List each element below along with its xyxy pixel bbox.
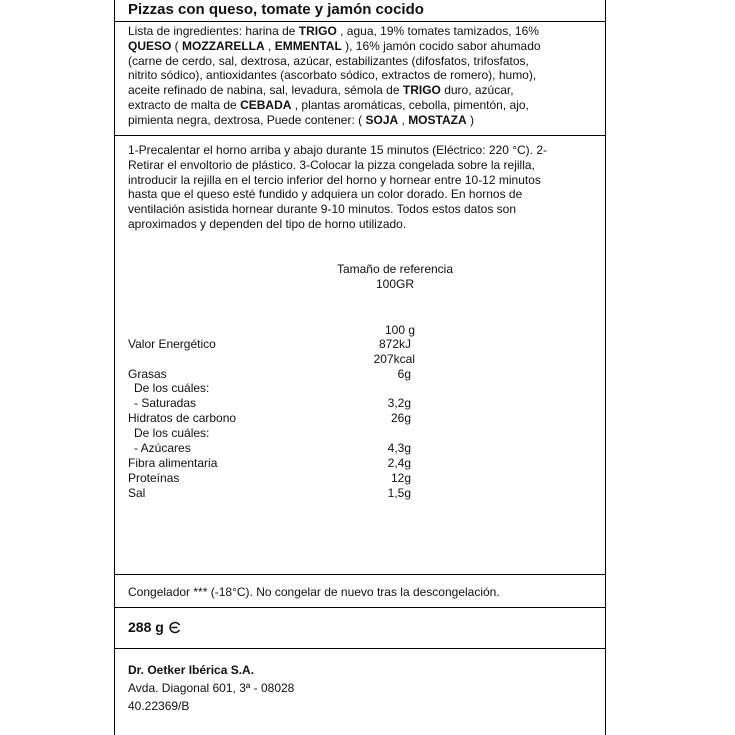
nutrition-label-fat: Grasas [128,367,167,381]
ingredient-text: , plantas aromáticas, cebolla, pimentón, ajo, [291,97,529,112]
company-address: Avda. Diagonal 601, 3ª - 08028 [128,681,295,695]
ingredients-line [128,113,541,128]
storage-instructions: Congelador *** (-18°C). No congelar de nuevo tras la descongelación. [128,585,500,599]
protein-value: 12g [390,471,411,485]
ingredients-line [128,98,541,113]
ingredient-text: Lista de ingredientes: harina de [128,24,299,38]
nutrition-label-protein: Proteínas [128,471,180,485]
company-name: Dr. Oetker Ibérica S.A. [128,663,255,677]
ingredient-text: (carne de cerdo, sal, dextrosa, azúcar, estabilizantes (difosfatos, trifosfatos, [128,53,529,68]
ingredients-line [128,54,541,69]
nutrition-label-carbohydrates: Hidratos de carbono [128,411,237,425]
energy-kj: 872kJ [378,337,411,351]
instruction-line: ventilación asistida hornear durante 9-10 minutos. Todos estos datos son [128,202,517,217]
fibre-value: 2,4g [387,456,411,470]
allergen-text: CEBADA [240,97,292,112]
saturates-value: 3,2g [387,396,411,410]
net-weight-value: 288 g [128,619,164,635]
allergen-text: EMMENTAL [274,38,342,53]
ingredients-line [128,83,541,98]
ingredient-text: , [398,112,409,127]
allergen-text: TRIGO [298,24,337,38]
ingredient-text: pimienta negra, dextrosa, Puede contener: ( [128,112,366,127]
ingredients-line [128,39,541,54]
instruction-line: aproximados y dependen del tipo de horno utilizado. [128,216,407,231]
estimated-sign-icon [168,621,181,634]
nutrition-label-energy: Valor Energético [128,337,216,351]
instruction-line: Retirar el envoltorio de plástico. 3-Colocar la pizza congelada sobre la rejilla, [128,157,535,172]
ingredient-text: nitrito sódico), antioxidantes (ascorbato sódico, extractos de romero), humo), [128,68,537,83]
fat-value: 6g [397,367,411,381]
reference-size-value: 100GR [375,277,415,291]
weight-divider [114,648,605,649]
per-100g-header: 100 g [384,323,415,337]
ingredient-text: duro, azúcar, [440,83,514,98]
ingredient-text: , agua, 19% tomates tamizados, 16% [336,24,539,38]
nutrition-label-saturates: - Saturadas [134,396,197,410]
product-title: Pizzas con queso, tomate y jamón cocido [128,1,424,18]
ingredient-text: , [264,38,275,53]
salt-value: 1,5g [387,486,411,500]
allergen-text: QUESO [128,38,172,53]
nutrition-divider [114,574,605,575]
reference-size-label: Tamaño de referencia [336,262,454,276]
nutrition-label-of-which: De los cuáles: [134,381,210,395]
allergen-text: MOSTAZA [408,112,467,127]
ingredient-text: ), 16% jamón cocido sabor ahumado [341,38,541,53]
allergen-text: SOJA [365,112,399,127]
ingredients-divider [114,135,605,136]
allergen-text: MOZZARELLA [182,38,265,53]
ingredient-text: ) [466,112,474,127]
instruction-line: hasta que el queso esté fundido y adquiera un color dorado. En hornos de [128,187,523,202]
ingredients-list [128,24,541,128]
nutrition-label-fibre: Fibra alimentaria [128,456,218,470]
ingredient-text: ( [171,38,183,53]
ingredients-line [128,24,541,39]
storage-divider [114,607,605,608]
instruction-line: 1-Precalentar el horno arriba y abajo durante 15 minutos (Eléctrico: 220 °C). 2- [128,143,548,157]
nutrition-label-of-which: De los cuáles: [134,426,210,440]
energy-kcal: 207kcal [373,352,415,366]
ingredients-line [128,68,541,83]
nutrition-label-sugars: - Azúcares [134,441,191,455]
title-divider [114,21,605,22]
sugars-value: 4,3g [387,441,411,455]
net-weight [128,619,181,635]
instruction-line: introducir la rejilla en el tercio inferior del horno y hornear entre 10-12 minutos [128,172,541,187]
ingredient-text: aceite refinado de nabina, sal, levadura, sémola de [128,83,403,98]
company-code: 40.22369/B [128,699,190,713]
allergen-text: TRIGO [402,83,441,98]
nutrition-label-salt: Sal [128,486,146,500]
ingredient-text: extracto de malta de [128,97,241,112]
preparation-instructions [128,143,547,232]
carbohydrates-value: 26g [390,411,411,425]
